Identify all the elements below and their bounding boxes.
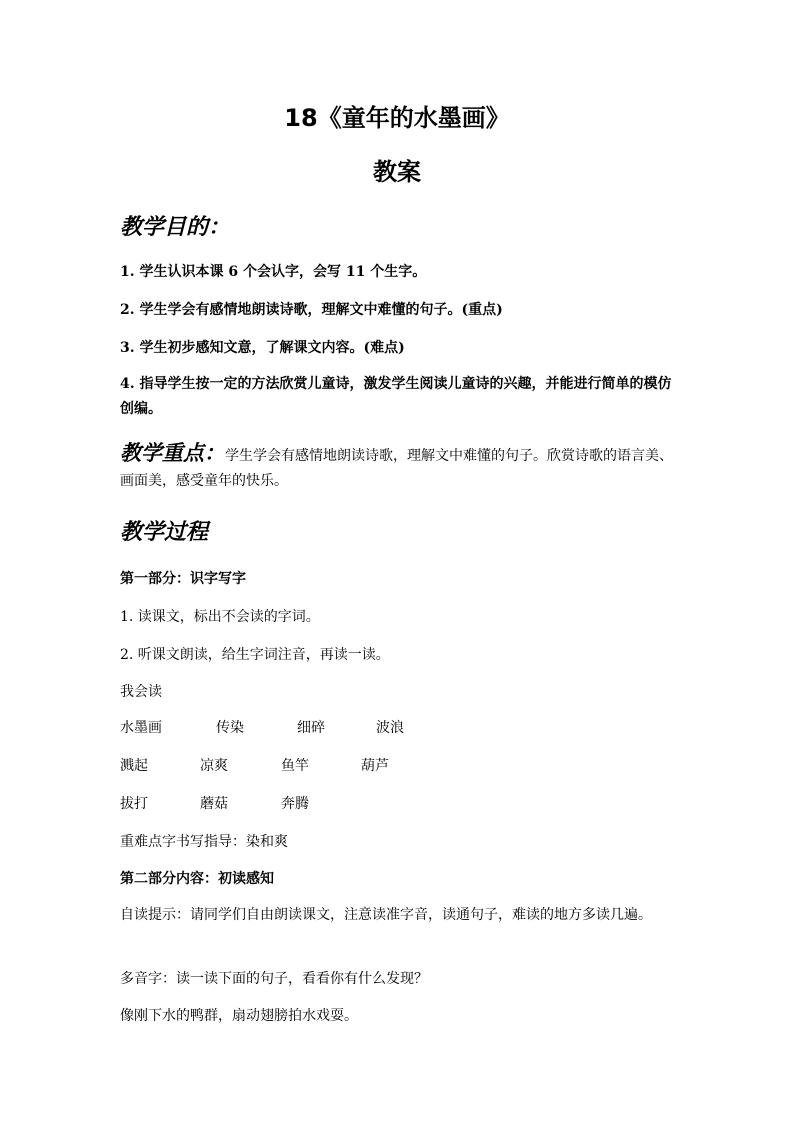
objectives-heading: 教学目的： (120, 214, 231, 240)
vocab-word: 传染 (216, 720, 244, 736)
vocab-word: 溅起 (120, 758, 148, 774)
self-read-prompt: 自读提示：请同学们自由朗读课文，注意读准字音，读通句子，难读的地方多读几遍。 (120, 907, 652, 923)
vocab-word: 葫芦 (361, 758, 389, 774)
part1-step-1: 1. 读课文，标出不会读的字词。 (120, 609, 320, 625)
part1-heading: 第一部分：识字写字 (120, 571, 246, 587)
writing-guide: 重难点字书写指导：染和爽 (120, 834, 288, 850)
vocab-word: 波浪 (376, 720, 404, 736)
objective-item-3: 3. 学生初步感知文意，了解课文内容。(难点) (120, 340, 405, 356)
polyphone-prompt: 多音字：读一读下面的句子，看看你有什么发现？ (120, 971, 428, 987)
process-heading: 教学过程 (120, 519, 209, 545)
example-sentence: 像刚下水的鸭群，扇动翅膀拍水戏耍。 (120, 1008, 358, 1024)
read-label: 我会读 (120, 684, 162, 700)
vocab-word: 细碎 (297, 720, 325, 736)
vocab-word: 拔打 (120, 796, 148, 812)
vocab-word: 奔腾 (281, 796, 309, 812)
focus-text: 学生学会有感情地朗读诗歌，理解文中难懂的句子。欣赏诗歌的语言美、画面美，感受童年的快乐。 (120, 448, 673, 489)
document-title: 18《童年的水墨画》 (284, 104, 510, 132)
part1-step-2: 2. 听课文朗读，给生字词注音，再读一读。 (120, 647, 390, 663)
objective-item-2: 2. 学生学会有感情地朗读诗歌，理解文中难懂的句子。(重点) (120, 302, 503, 318)
focus-heading: 教学重点： (120, 440, 225, 465)
vocab-word: 蘑菇 (200, 796, 228, 812)
teaching-focus (120, 440, 676, 494)
document-subtitle: 教案 (373, 158, 421, 186)
objective-item-4: 4. 指导学生按一定的方法欣赏儿童诗，激发学生阅读儿童诗的兴趣，并能进行简单的模仿创编。 (120, 376, 672, 417)
vocab-word: 鱼竿 (281, 758, 309, 774)
vocab-word: 凉爽 (200, 758, 228, 774)
objective-item-1: 1. 学生认识本课 6 个会认字，会写 11 个生字。 (120, 264, 427, 280)
vocab-word: 水墨画 (120, 720, 162, 736)
part2-heading: 第二部分内容：初读感知 (120, 871, 274, 887)
